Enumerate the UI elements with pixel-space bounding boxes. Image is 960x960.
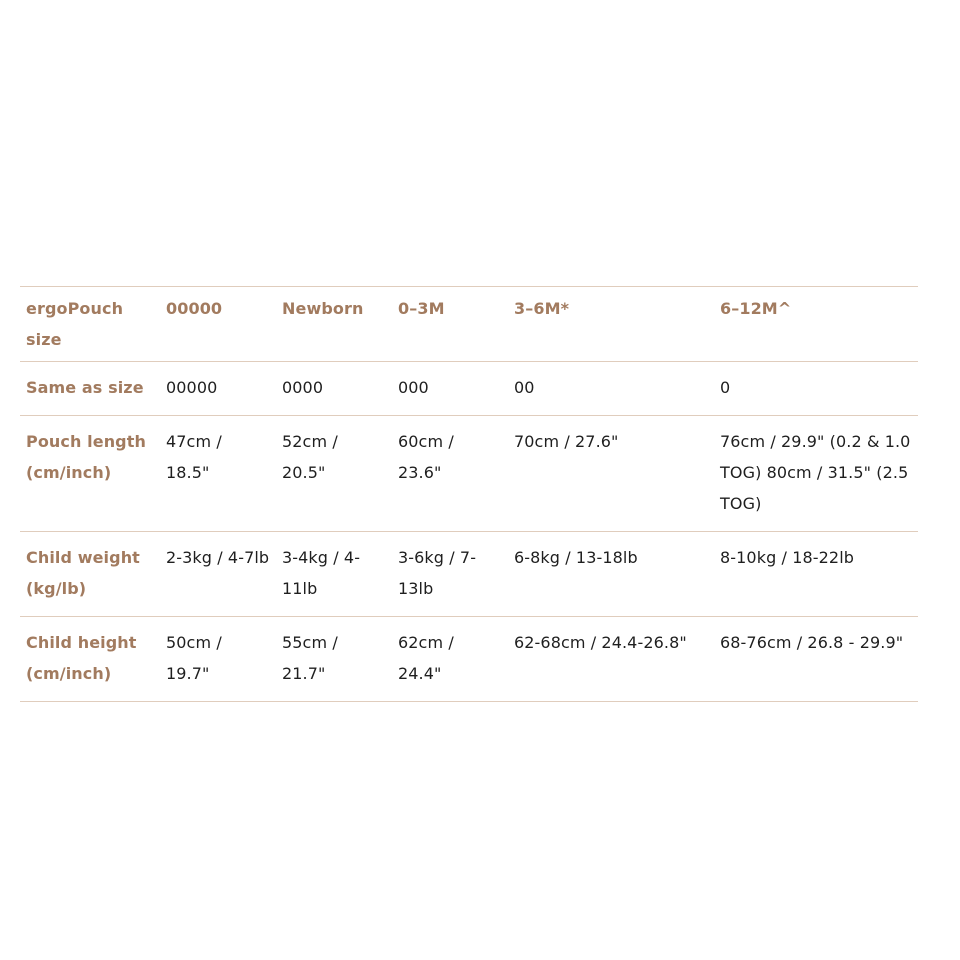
table-row-child-height xyxy=(20,617,918,702)
table-cell: 52cm / 20.5" xyxy=(282,432,338,482)
header-col-newborn: Newborn xyxy=(282,299,364,318)
table-cell: 8-10kg / 18-22lb xyxy=(720,548,854,567)
table-cell: 47cm / 18.5" xyxy=(166,432,222,482)
header-label-ergopouch-size: ergoPouch size xyxy=(26,299,124,349)
table-cell: 60cm / 23.6" xyxy=(398,432,454,482)
row-label-child-height: Child height (cm/inch) xyxy=(26,633,137,683)
table-body xyxy=(20,362,918,702)
header-col-0-3m: 0–3M xyxy=(398,299,445,318)
table-row-pouch-length xyxy=(20,416,918,532)
table-cell: 00000 xyxy=(166,378,218,397)
table-cell: 62-68cm / 24.4-26.8" xyxy=(514,633,687,652)
table-cell: 0000 xyxy=(282,378,324,397)
table-row-same-as-size xyxy=(20,362,918,416)
table-cell: 50cm / 19.7" xyxy=(166,633,222,683)
table-cell: 55cm / 21.7" xyxy=(282,633,338,683)
header-col-6-12m: 6–12M^ xyxy=(720,299,792,318)
header-col-3-6m: 3–6M* xyxy=(514,299,570,318)
header-col-00000: 00000 xyxy=(166,299,223,318)
table-cell: 6-8kg / 13-18lb xyxy=(514,548,638,567)
row-label-pouch-length: Pouch length (cm/inch) xyxy=(26,432,146,482)
table-cell: 70cm / 27.6" xyxy=(514,432,619,451)
table-cell: 68-76cm / 26.8 - 29.9" xyxy=(720,633,904,652)
table-cell: 3-6kg / 7-13lb xyxy=(398,548,477,598)
table-row-child-weight xyxy=(20,532,918,617)
table-cell: 000 xyxy=(398,378,429,397)
table-cell: 2-3kg / 4-7lb xyxy=(166,548,270,567)
table-cell: 76cm / 29.9" (0.2 & 1.0 TOG) 80cm / 31.5" (2.5 TOG) xyxy=(720,432,911,513)
table-cell: 62cm / 24.4" xyxy=(398,633,454,683)
row-label-child-weight: Child weight (kg/lb) xyxy=(26,548,140,598)
table-cell: 00 xyxy=(514,378,535,397)
row-label-same-as-size: Same as size xyxy=(26,378,144,397)
table-cell: 0 xyxy=(720,378,731,397)
size-chart-table xyxy=(20,286,918,702)
header-row xyxy=(20,287,918,362)
table-header xyxy=(20,287,918,362)
table-cell: 3-4kg / 4-11lb xyxy=(282,548,361,598)
